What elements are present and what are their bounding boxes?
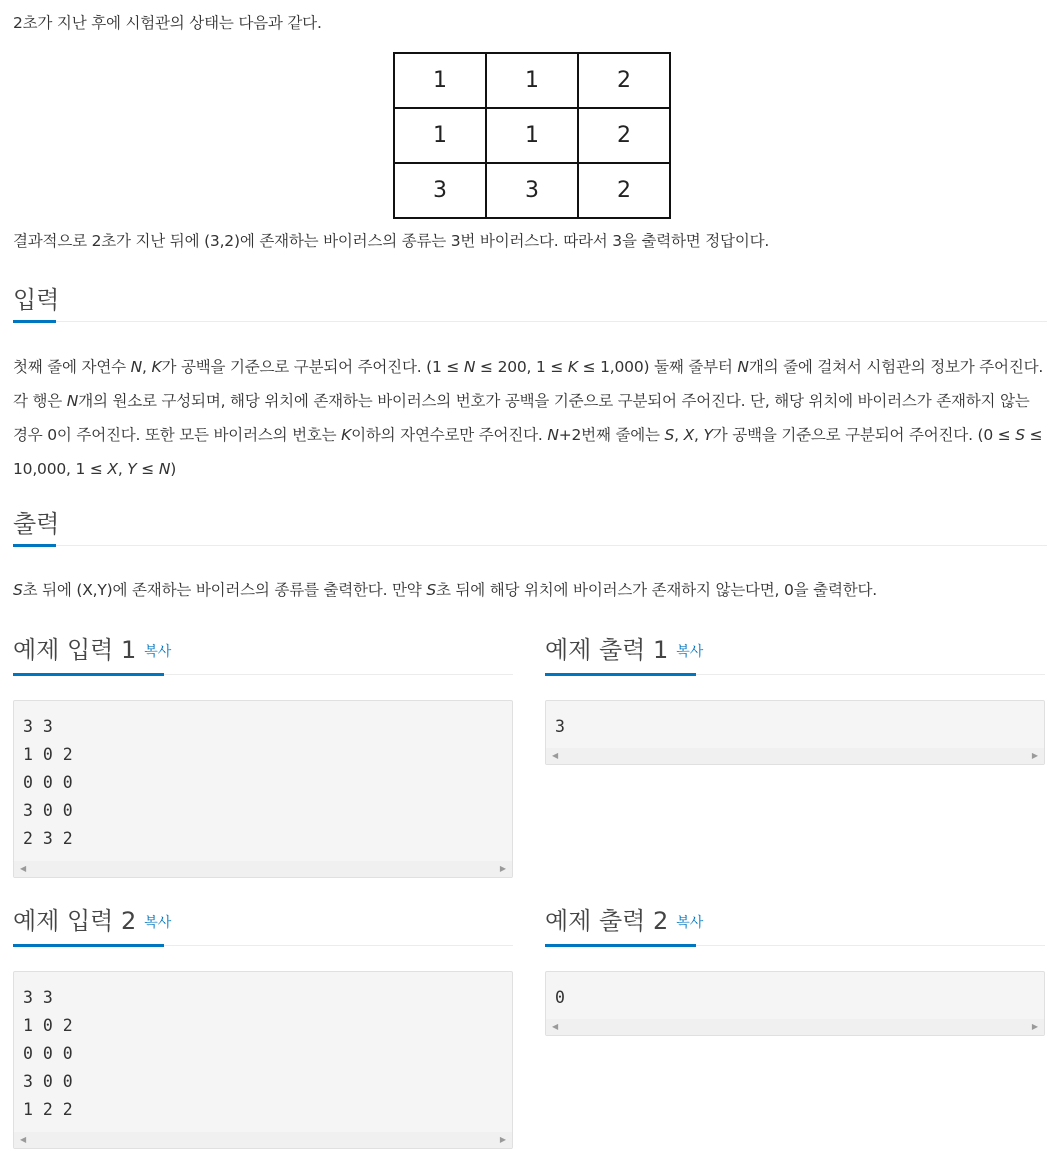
grid-cell: 2 (578, 163, 670, 218)
scroll-left-icon[interactable]: ◀ (552, 751, 559, 760)
sample-underline (13, 673, 164, 676)
result-description: 결과적으로 2초가 지난 뒤에 (3,2)에 존재하는 바이러스의 종류는 3번 바이러스다. 따라서 3을 출력하면 정답이다. (13, 232, 770, 250)
sample-code-box[interactable] (13, 700, 513, 878)
sample-title: 예제 입력 2 복사 (13, 907, 172, 935)
output-description: S초 뒤에 (X,Y)에 존재하는 바이러스의 종류를 출력한다. 만약 S초 뒤에 해당 위치에 바이러스가 존재하지 않는다면, 0을 출력한다. (13, 581, 877, 599)
grid-cell: 3 (394, 163, 486, 218)
sample-code-box[interactable] (545, 700, 1045, 765)
section-divider (13, 321, 1047, 322)
sample-title: 예제 입력 1 복사 (13, 636, 172, 664)
horizontal-scrollbar[interactable] (14, 861, 512, 877)
scroll-right-icon[interactable]: ▶ (1031, 751, 1038, 760)
input-description: 첫째 줄에 자연수 N, K가 공백을 기준으로 구분되어 주어진다. (1 ≤ N ≤ 200, 1 ≤ K ≤ 1,000) 둘째 줄부터 N개의 줄에 걸쳐서 시험관의 정보가 주어진다. 각 행은 N개의 원소로 구성되며, 해당 위치에 존재하는 바이러스의 번호가 공백을 기준으로 구분되어 주어진다. 단, 해당 위치에 바이러스가 존재하지 않는 경우 0이 주어진다. 또한 모든 바이러스의 번호는 K이하의 자연수로만 주어진다. N+2번째 줄에는 S, X, Y가 공백을 기준으로 구분되어 주어진다. (0 ≤ S ≤ 10,000, 1 ≤ X, Y ≤ N) (13, 358, 1044, 478)
grid-cell: 2 (578, 108, 670, 163)
scroll-left-icon[interactable]: ◀ (20, 864, 27, 873)
copy-button[interactable]: 복사 (144, 644, 172, 660)
section-underline (13, 544, 56, 547)
test-tube-grid (393, 52, 671, 219)
grid-cell: 1 (486, 53, 578, 108)
grid-cell: 2 (578, 53, 670, 108)
sample-underline (13, 944, 164, 947)
input-section-title: 입력 (13, 286, 60, 314)
grid-row (394, 53, 670, 108)
grid-cell: 1 (486, 108, 578, 163)
sample-code-box[interactable] (545, 971, 1045, 1036)
horizontal-scrollbar[interactable] (546, 748, 1044, 764)
section-underline (13, 320, 56, 323)
copy-button[interactable]: 복사 (676, 915, 704, 931)
scroll-right-icon[interactable]: ▶ (1031, 1022, 1038, 1031)
sample-code[interactable]: 0 (555, 988, 565, 1007)
scroll-right-icon[interactable]: ▶ (499, 1135, 506, 1144)
sample-code[interactable]: 3 3 1 0 2 0 0 0 3 0 0 2 3 2 (23, 717, 73, 848)
state-description: 2초가 지난 후에 시험관의 상태는 다음과 같다. (13, 14, 322, 32)
grid-cell: 1 (394, 108, 486, 163)
grid-row (394, 163, 670, 218)
scroll-left-icon[interactable]: ◀ (20, 1135, 27, 1144)
horizontal-scrollbar[interactable] (546, 1019, 1044, 1035)
grid-cell: 3 (486, 163, 578, 218)
section-divider (13, 545, 1047, 546)
grid-cell: 1 (394, 53, 486, 108)
sample-code-box[interactable] (13, 971, 513, 1149)
copy-button[interactable]: 복사 (676, 644, 704, 660)
scroll-left-icon[interactable]: ◀ (552, 1022, 559, 1031)
sample-underline (545, 673, 696, 676)
sample-title: 예제 출력 1 복사 (545, 636, 704, 664)
sample-title: 예제 출력 2 복사 (545, 907, 704, 935)
scroll-right-icon[interactable]: ▶ (499, 864, 506, 873)
grid-row (394, 108, 670, 163)
sample-code[interactable]: 3 3 1 0 2 0 0 0 3 0 0 1 2 2 (23, 988, 73, 1119)
output-section-title: 출력 (13, 510, 60, 538)
sample-underline (545, 944, 696, 947)
copy-button[interactable]: 복사 (144, 915, 172, 931)
sample-code[interactable]: 3 (555, 717, 565, 736)
horizontal-scrollbar[interactable] (14, 1132, 512, 1148)
